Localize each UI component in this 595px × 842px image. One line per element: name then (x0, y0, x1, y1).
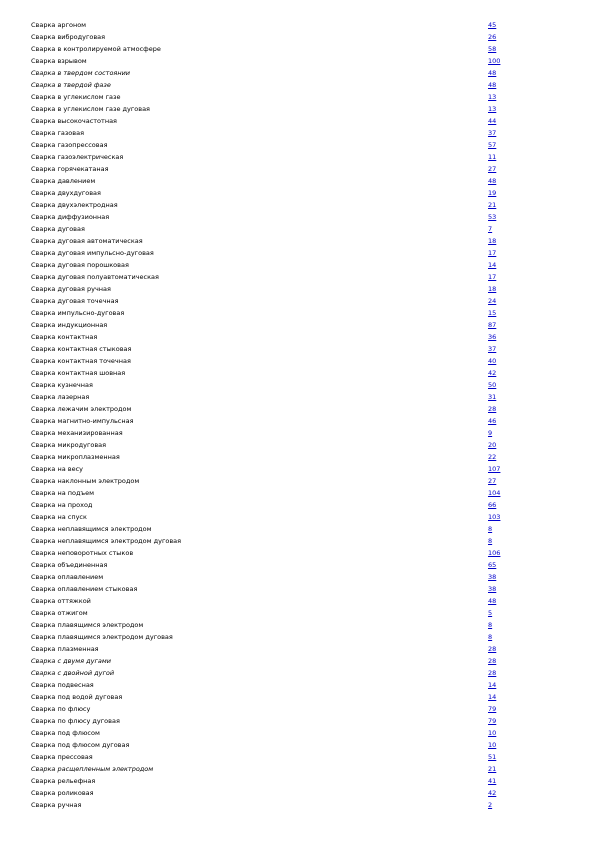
index-row (31, 307, 571, 319)
page-number-link[interactable]: 79 (488, 705, 497, 713)
index-list (31, 19, 571, 811)
page-number-link[interactable]: 19 (488, 189, 497, 197)
index-row (31, 199, 571, 211)
index-entry-label: Сварка диффузионная (31, 213, 110, 221)
page-number-link[interactable]: 17 (488, 273, 497, 281)
page-number-link[interactable]: 8 (488, 537, 493, 545)
page-number-link[interactable]: 37 (488, 345, 497, 353)
index-entry-label: Сварка импульсно-дуговая (31, 309, 125, 317)
page-number-link[interactable]: 10 (488, 729, 497, 737)
index-entry-label: Сварка плавящимся электродом дуговая (31, 633, 173, 641)
index-row (31, 139, 571, 151)
index-row (31, 655, 571, 667)
page-number-link[interactable]: 107 (488, 465, 501, 473)
index-entry-label: Сварка контактная (31, 333, 98, 341)
index-row (31, 391, 571, 403)
index-row (31, 415, 571, 427)
page-number-link[interactable]: 104 (488, 489, 501, 497)
index-row (31, 295, 571, 307)
page-number-link[interactable]: 45 (488, 21, 497, 29)
index-entry-label: Сварка оттяжкой (31, 597, 91, 605)
index-entry-label: Сварка оплавлением стыковая (31, 585, 138, 593)
index-row (31, 487, 571, 499)
page-number-link[interactable]: 106 (488, 549, 501, 557)
page-number-link[interactable]: 37 (488, 129, 497, 137)
index-entry-label: Сварка газоэлектрическая (31, 153, 124, 161)
index-row (31, 751, 571, 763)
index-entry-label: Сварка дуговая ручная (31, 285, 111, 293)
index-row (31, 331, 571, 343)
index-entry-label: Сварка индукционная (31, 321, 108, 329)
index-entry-label: Сварка под флюсом (31, 729, 100, 737)
index-row (31, 691, 571, 703)
page-number-link[interactable]: 13 (488, 105, 497, 113)
index-row (31, 43, 571, 55)
page-number-link[interactable]: 46 (488, 417, 497, 425)
index-row (31, 451, 571, 463)
index-row (31, 103, 571, 115)
page-number-link[interactable]: 11 (488, 153, 497, 161)
index-row (31, 355, 571, 367)
index-entry-label: Сварка газовая (31, 129, 85, 137)
index-row (31, 799, 571, 811)
index-row (31, 175, 571, 187)
page-number-link[interactable]: 51 (488, 753, 497, 761)
index-entry-label: Сварка высокочастотная (31, 117, 117, 125)
index-row (31, 235, 571, 247)
page-number-link[interactable]: 50 (488, 381, 497, 389)
index-entry-label: Сварка неповоротных стыков (31, 549, 134, 557)
index-row (31, 619, 571, 631)
index-entry-label: Сварка взрывом (31, 57, 87, 65)
index-entry-label: Сварка лежачим электродом (31, 405, 132, 413)
index-row (31, 607, 571, 619)
index-entry-label: Сварка дуговая полуавтоматическая (31, 273, 159, 281)
index-row (31, 163, 571, 175)
index-entry-label: Сварка оплавлением (31, 573, 104, 581)
index-row (31, 475, 571, 487)
page-number-link[interactable]: 44 (488, 117, 497, 125)
index-entry-label: Сварка микродуговая (31, 441, 107, 449)
index-entry-label: Сварка микроплазменная (31, 453, 120, 461)
index-entry-label: Сварка давлением (31, 177, 96, 185)
page-number-link[interactable]: 57 (488, 141, 497, 149)
index-entry-label: Сварка кузнечная (31, 381, 93, 389)
index-row (31, 367, 571, 379)
index-row (31, 535, 571, 547)
index-row (31, 259, 571, 271)
index-row (31, 19, 571, 31)
page-number-link[interactable]: 5 (488, 609, 493, 617)
index-entry-label: Сварка в твердом состоянии (31, 69, 131, 77)
index-row (31, 79, 571, 91)
index-entry-label: Сварка с двойной дугой (31, 669, 115, 677)
page-number-link[interactable]: 18 (488, 237, 497, 245)
page-number-link[interactable]: 100 (488, 57, 501, 65)
index-entry-label: Сварка неплавящимся электродом дуговая (31, 537, 182, 545)
index-row (31, 631, 571, 643)
page-number-link[interactable]: 7 (488, 225, 493, 233)
index-entry-label: Сварка с двумя дугами (31, 657, 112, 665)
index-entry-label: Сварка прессовая (31, 753, 93, 761)
index-row (31, 583, 571, 595)
page-number-link[interactable]: 26 (488, 33, 497, 41)
page-number-link[interactable]: 27 (488, 165, 497, 173)
page-number-link[interactable]: 79 (488, 717, 497, 725)
page-number-link[interactable]: 28 (488, 405, 497, 413)
index-row (31, 547, 571, 559)
index-entry-label: Сварка горячекатаная (31, 165, 109, 173)
index-entry-label: Сварка контактная стыковая (31, 345, 132, 353)
index-entry-label: Сварка по флюсу (31, 705, 91, 713)
page-number-link[interactable]: 87 (488, 321, 497, 329)
index-row (31, 727, 571, 739)
page-number-link[interactable]: 27 (488, 477, 497, 485)
index-row (31, 91, 571, 103)
page-number-link[interactable]: 14 (488, 693, 497, 701)
index-entry-label: Сварка рельефная (31, 777, 96, 785)
index-entry-label: Сварка под водой дуговая (31, 693, 123, 701)
index-row (31, 271, 571, 283)
page-number-link[interactable]: 2 (488, 801, 493, 809)
page-number-link[interactable]: 48 (488, 177, 497, 185)
index-row (31, 643, 571, 655)
index-row (31, 67, 571, 79)
page-number-link[interactable]: 15 (488, 309, 497, 317)
index-row (31, 463, 571, 475)
index-row (31, 499, 571, 511)
page-number-link[interactable]: 28 (488, 657, 497, 665)
page-number-link[interactable]: 8 (488, 525, 493, 533)
index-entry-label: Сварка неплавящимся электродом (31, 525, 152, 533)
index-entry-label: Сварка лазерная (31, 393, 90, 401)
index-row (31, 127, 571, 139)
index-entry-label: Сварка контактная точечная (31, 357, 131, 365)
index-entry-label: Сварка на весу (31, 465, 84, 473)
index-entry-label: Сварка объединенная (31, 561, 108, 569)
index-row (31, 667, 571, 679)
index-row (31, 31, 571, 43)
index-entry-label: Сварка наклонным электродом (31, 477, 140, 485)
page-number-link[interactable]: 58 (488, 45, 497, 53)
index-row (31, 787, 571, 799)
page-number-link[interactable]: 48 (488, 597, 497, 605)
index-row (31, 55, 571, 67)
page-number-link[interactable]: 65 (488, 561, 497, 569)
index-row (31, 679, 571, 691)
index-row (31, 379, 571, 391)
index-entry-label: Сварка магнитно-импульсная (31, 417, 134, 425)
index-row (31, 319, 571, 331)
index-row (31, 187, 571, 199)
page-number-link[interactable]: 21 (488, 201, 497, 209)
index-row (31, 211, 571, 223)
index-entry-label: Сварка в углекислом газе дуговая (31, 105, 150, 113)
index-entry-label: Сварка дуговая (31, 225, 85, 233)
index-entry-label: Сварка отжигом (31, 609, 88, 617)
index-row (31, 775, 571, 787)
page-number-link[interactable]: 38 (488, 585, 497, 593)
index-entry-label: Сварка двухдуговая (31, 189, 101, 197)
index-entry-label: Сварка газопрессовая (31, 141, 108, 149)
index-entry-label: Сварка под флюсом дуговая (31, 741, 130, 749)
index-entry-label: Сварка расщепленным электродом (31, 765, 154, 773)
index-entry-label: Сварка на спуск (31, 513, 87, 521)
page-number-link[interactable]: 24 (488, 297, 497, 305)
index-row (31, 283, 571, 295)
page-number-link[interactable]: 36 (488, 333, 497, 341)
index-entry-label: Сварка по флюсу дуговая (31, 717, 120, 725)
index-entry-label: Сварка роликовая (31, 789, 94, 797)
page-number-link[interactable]: 14 (488, 261, 497, 269)
page-number-link[interactable]: 28 (488, 669, 497, 677)
index-entry-label: Сварка на проход (31, 501, 93, 509)
page-number-link[interactable]: 8 (488, 633, 493, 641)
page-number-link[interactable]: 17 (488, 249, 497, 257)
page-number-link[interactable]: 41 (488, 777, 497, 785)
index-entry-label: Сварка аргоном (31, 21, 87, 29)
index-row (31, 703, 571, 715)
index-entry-label: Сварка дуговая точечная (31, 297, 119, 305)
index-entry-label: Сварка дуговая автоматическая (31, 237, 143, 245)
index-row (31, 559, 571, 571)
page-number-link[interactable]: 20 (488, 441, 497, 449)
index-entry-label: Сварка плавящимся электродом (31, 621, 144, 629)
index-entry-label: Сварка в твердой фазе (31, 81, 111, 89)
index-row (31, 739, 571, 751)
index-row (31, 223, 571, 235)
index-row (31, 763, 571, 775)
page-number-link[interactable]: 53 (488, 213, 497, 221)
page-number-link[interactable]: 103 (488, 513, 501, 521)
index-row (31, 247, 571, 259)
index-row (31, 343, 571, 355)
index-entry-label: Сварка плазменная (31, 645, 99, 653)
index-row (31, 427, 571, 439)
index-row (31, 403, 571, 415)
page-number-link[interactable]: 28 (488, 645, 497, 653)
index-entry-label: Сварка дуговая порошковая (31, 261, 129, 269)
index-entry-label: Сварка вибродуговая (31, 33, 106, 41)
page-number-link[interactable]: 31 (488, 393, 497, 401)
page-number-link[interactable]: 48 (488, 69, 497, 77)
page-number-link[interactable]: 10 (488, 741, 497, 749)
index-row (31, 115, 571, 127)
index-row (31, 571, 571, 583)
page-number-link[interactable]: 21 (488, 765, 497, 773)
index-row (31, 715, 571, 727)
index-row (31, 511, 571, 523)
page-number-link[interactable]: 14 (488, 681, 497, 689)
index-row (31, 439, 571, 451)
page-number-link[interactable]: 9 (488, 429, 493, 437)
page-number-link[interactable]: 13 (488, 93, 497, 101)
page-number-link[interactable]: 42 (488, 789, 497, 797)
page-number-link[interactable]: 22 (488, 453, 497, 461)
page-number-link[interactable]: 18 (488, 285, 497, 293)
index-row (31, 523, 571, 535)
index-row (31, 151, 571, 163)
index-entry-label: Сварка двухэлектродная (31, 201, 118, 209)
page-number-link[interactable]: 8 (488, 621, 493, 629)
index-entry-label: Сварка дуговая импульсно-дуговая (31, 249, 154, 257)
index-entry-label: Сварка ручная (31, 801, 82, 809)
page-number-link[interactable]: 40 (488, 357, 497, 365)
page-number-link[interactable]: 38 (488, 573, 497, 581)
index-entry-label: Сварка в углекислом газе (31, 93, 121, 101)
index-row (31, 595, 571, 607)
index-entry-label: Сварка подвесная (31, 681, 94, 689)
page-number-link[interactable]: 48 (488, 81, 497, 89)
page-number-link[interactable]: 66 (488, 501, 497, 509)
index-entry-label: Сварка механизированная (31, 429, 123, 437)
page-number-link[interactable]: 42 (488, 369, 497, 377)
index-entry-label: Сварка в контролируемой атмосфере (31, 45, 161, 53)
index-entry-label: Сварка на подъем (31, 489, 94, 497)
index-entry-label: Сварка контактная шовная (31, 369, 126, 377)
